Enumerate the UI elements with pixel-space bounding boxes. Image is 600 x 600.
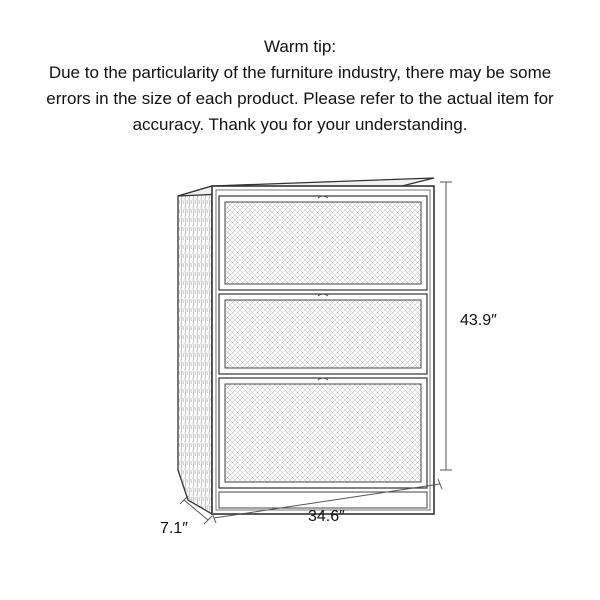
- drawer-top: [219, 196, 427, 290]
- warm-tip-line-3: accuracy. Thank you for your understanding.: [132, 115, 468, 134]
- drawer-bottom: [219, 378, 427, 488]
- height-dimension-line: [440, 182, 452, 470]
- depth-dimension-label: 7.1″: [160, 520, 188, 537]
- cabinet-base: [219, 492, 427, 508]
- warm-tip-heading: Warm tip:: [263, 37, 337, 56]
- drawer-middle: [219, 294, 427, 374]
- warm-tip-line-1: Due to the particularity of the furniture industry, there may be some: [48, 63, 552, 82]
- width-dimension-label: 34.6″: [308, 508, 345, 525]
- cabinet-side-panel: [178, 186, 212, 514]
- height-dimension-label: 43.9″: [460, 312, 497, 329]
- warm-tip-line-2: errors in the size of each product. Please refer to the actual item for: [46, 89, 554, 108]
